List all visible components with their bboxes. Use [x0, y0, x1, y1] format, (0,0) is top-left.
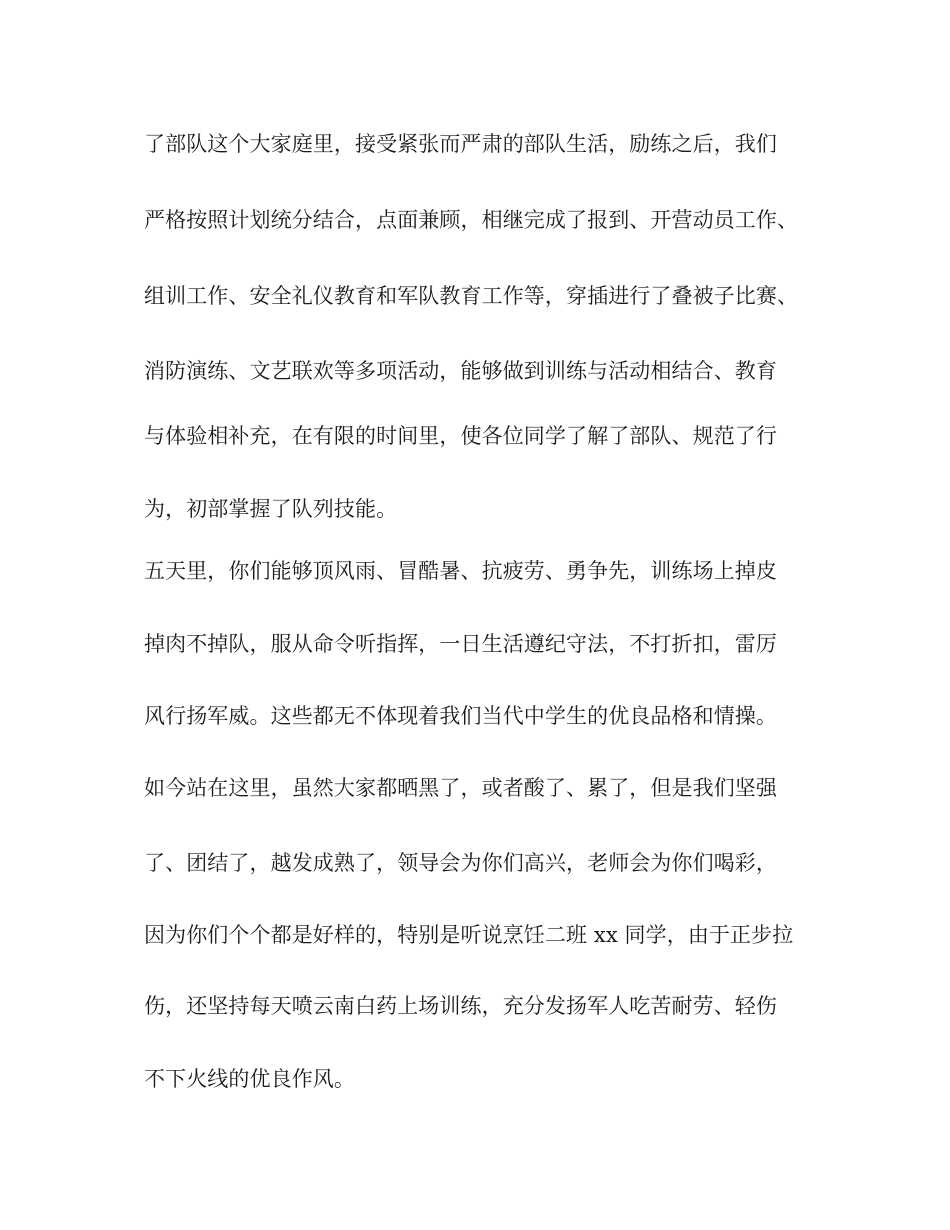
- text-line: 五天里，你们能够顶风雨、冒酷暑、抗疲劳、勇争先，训练场上掉皮: [144, 559, 777, 583]
- text-line: 了、团结了，越发成熟了，领导会为你们高兴，老师会为你们喝彩，: [144, 851, 777, 875]
- text-line: 因为你们个个都是好样的，特别是听说烹饪二班 xx 同学，由于正步拉: [144, 923, 794, 947]
- text-line: 为，初部掌握了队列技能。: [144, 497, 398, 521]
- text-line: 严格按照计划统分结合，点面兼顾，相继完成了报到、开营动员工作、: [144, 208, 799, 232]
- text-line: 了部队这个大家庭里，接受紧张而严肃的部队生活，励练之后，我们: [144, 132, 777, 156]
- text-line: 不下火线的优良作风。: [144, 1067, 355, 1091]
- text-line: 消防演练、文艺联欢等多项活动，能够做到训练与活动相结合、教育: [144, 359, 777, 383]
- text-line: 风行扬军威。这些都无不体现着我们当代中学生的优良品格和情操。: [144, 704, 777, 728]
- text-line: 如今站在这里，虽然大家都晒黑了，或者酸了、累了，但是我们坚强: [144, 776, 777, 800]
- text-line: 组训工作、安全礼仪教育和军队教育工作等，穿插进行了叠被子比赛、: [144, 284, 799, 308]
- text-line: 掉肉不掉队，服从命令听指挥，一日生活遵纪守法，不打折扣，雷厉: [144, 632, 777, 656]
- text-line: 与体验相补充，在有限的时间里，使各位同学了解了部队、规范了行: [144, 424, 777, 448]
- text-line: 伤，还坚持每天喷云南白药上场训练，充分发扬军人吃苦耐劳、轻伤: [144, 994, 777, 1018]
